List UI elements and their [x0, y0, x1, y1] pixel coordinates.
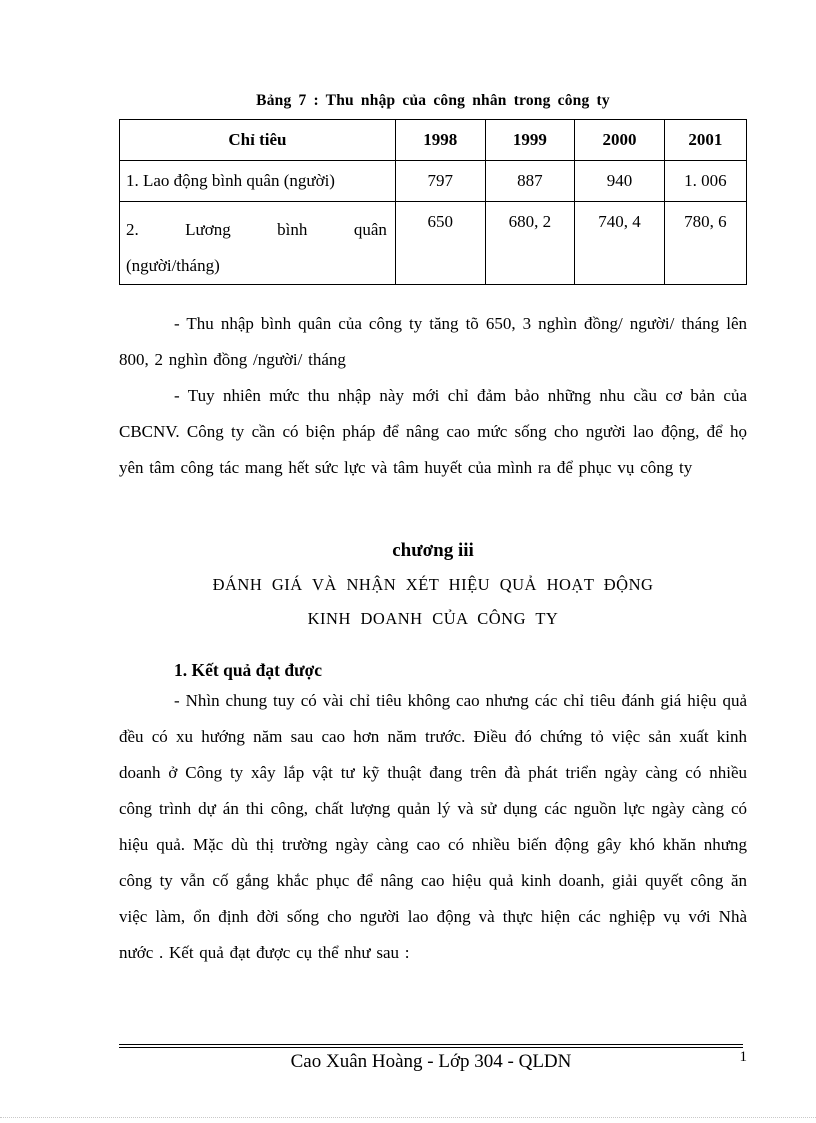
section-heading-results: 1. Kết quả đạt được — [174, 660, 323, 680]
table-header-row — [120, 120, 747, 161]
row1-label: 1. Lao động bình quân (người) — [120, 161, 396, 202]
header-2001: 2001 — [664, 120, 746, 161]
table-row — [120, 202, 747, 285]
row1-value-2000: 940 — [575, 161, 665, 202]
page-footer — [119, 1044, 747, 1073]
page-boundary-dotted-line — [0, 1117, 816, 1118]
row2-label — [120, 202, 396, 285]
page-content — [119, 0, 747, 971]
paragraph-income-growth: - Thu nhập bình quân của công ty tăng tõ 650, 3 nghìn đồng/ người/ tháng lên 800, 2 nghìn đồng /người/ tháng — [119, 314, 747, 369]
row2-label-line2: (người/tháng) — [126, 256, 220, 275]
chapter-subtitle-line1: ĐÁNH GIÁ VÀ NHẬN XÉT HIỆU QUẢ HOẠT ĐỘNG — [212, 575, 654, 594]
income-table — [119, 119, 747, 285]
chapter-title: chương iii — [392, 540, 474, 561]
table-caption: Bảng 7 : Thu nhập của công nhân trong công ty — [256, 92, 610, 109]
header-criteria: Chỉ tiêu — [120, 120, 396, 161]
footer-author-text: Cao Xuân Hoàng - Lớp 304 - QLDN — [290, 1051, 572, 1072]
page-number: 1 — [739, 1049, 747, 1065]
row1-value-1999: 887 — [485, 161, 575, 202]
chapter-subtitle-line2: KINH DOANH CỦA CÔNG TY — [307, 609, 559, 628]
header-2000: 2000 — [575, 120, 665, 161]
paragraph-results-overview: - Nhìn chung tuy có vài chỉ tiêu không cao nhưng các chỉ tiêu đánh giá hiệu quả đều có xu hướng năm sau cao hơn năm trước. Điều đó chứng tỏ việc sản xuất kinh doanh ở Công ty xây lắp vật tư kỹ thuật đang trên đà phát triển ngày càng có nhiều công trình dự án thi công, chất lượng quản lý và sử dụng các nguồn lực ngày càng có hiệu quả. Mặc dù thị trường ngày càng cao có nhiều biến động gây khó khăn nhưng công ty vẫn cố gắng khắc phục để nâng cao hiệu quả kinh doanh, giải quyết công ăn việc làm, ổn định đời sống cho người lao động và thực hiện các nghiệp vụ với Nhà nước . Kết quả đạt được cụ thể như sau : — [119, 691, 747, 962]
chapter-heading-block — [119, 540, 747, 636]
row2-label-line1: 2. Lương bình quân — [126, 220, 387, 239]
header-1999: 1999 — [485, 120, 575, 161]
row2-value-1999: 680, 2 — [485, 202, 575, 285]
row2-value-2001: 780, 6 — [664, 202, 746, 285]
row1-value-2001: 1. 006 — [664, 161, 746, 202]
table-row — [120, 161, 747, 202]
paragraph-income-comment: - Tuy nhiên mức thu nhập này mới chỉ đảm bảo những nhu cầu cơ bản của CBCNV. Công ty cần có biện pháp để nâng cao mức sống cho người lao động, để họ yên tâm công tác mang hết sức lực và tâm huyết của mình ra để phục vụ công ty — [119, 386, 747, 477]
header-1998: 1998 — [395, 120, 485, 161]
row2-value-2000: 740, 4 — [575, 202, 665, 285]
row2-value-1998: 650 — [395, 202, 485, 285]
footer-double-rule — [119, 1044, 743, 1048]
row1-value-1998: 797 — [395, 161, 485, 202]
